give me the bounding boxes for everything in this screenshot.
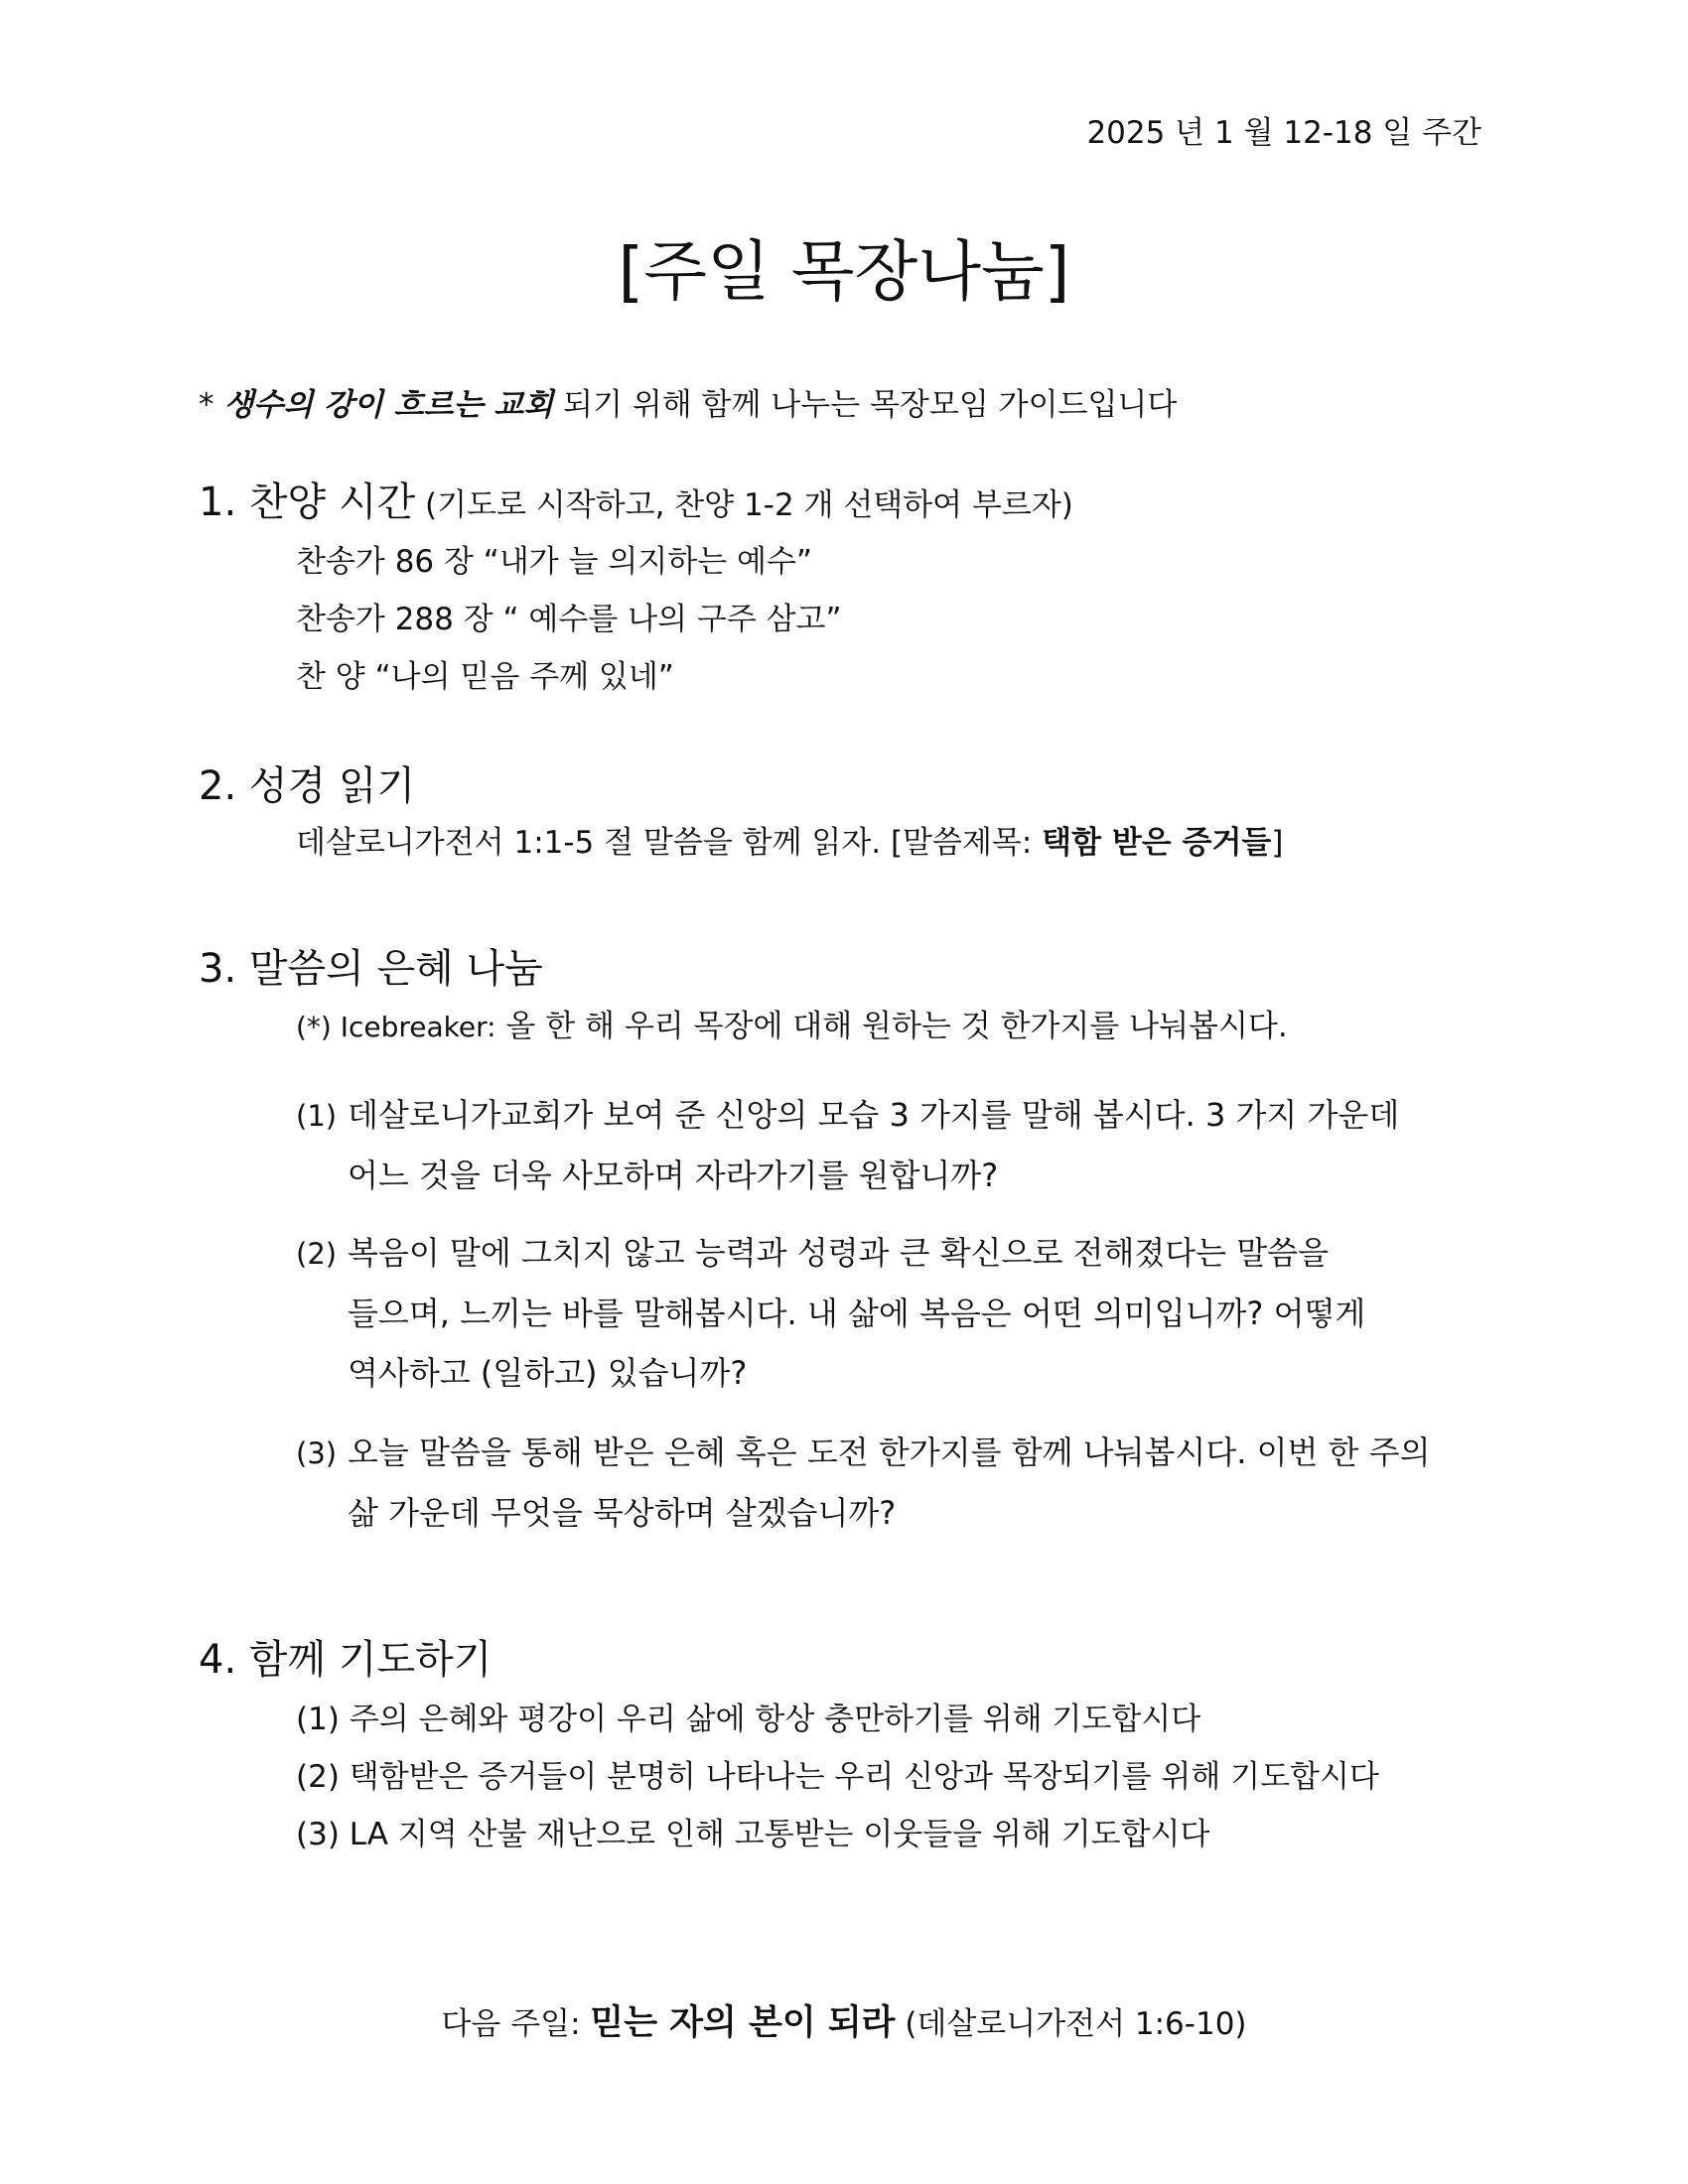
icebreaker-label: (*) Icebreaker: xyxy=(296,1011,496,1043)
question-number: (2) xyxy=(296,1237,338,1271)
section-1-title: 1. 찬양 시간 xyxy=(199,479,416,525)
intro-rest: 되기 위해 함께 나누는 목장모임 가이드입니다 xyxy=(553,387,1178,423)
question-line: 데살로니가교회가 보여 준 신앙의 모습 3 가지를 말해 봅시다. 3 가지 가운데 xyxy=(348,1096,1400,1134)
section-2-heading: 2. 성경 읽기 xyxy=(199,763,416,809)
question-line: 오늘 말씀을 통해 받은 은혜 혹은 도전 한가지를 함께 나눠봅시다. 이번 한 주의 xyxy=(348,1433,1431,1471)
next-sunday-reference: (데살로니가전서 1:6-10) xyxy=(895,2006,1247,2042)
question-item xyxy=(296,1223,1365,1403)
week-date: 2025 년 1 월 12-18 일 주간 xyxy=(1086,115,1481,151)
scripture-reading xyxy=(296,817,1283,862)
prayer-item: (2) 택함받은 증거들이 분명히 나타나는 우리 신앙과 목장되기를 위해 기도합시다 xyxy=(296,1759,1379,1795)
prayer-item: (3) LA 지역 산불 재난으로 인해 고통받는 이웃들을 위해 기도합시다 xyxy=(296,1817,1210,1852)
next-sunday-label: 다음 주일: xyxy=(441,2006,591,2042)
section-1-heading xyxy=(199,471,1073,527)
question-line: 어느 것을 더욱 사모하며 자라가기를 원합니까? xyxy=(348,1157,999,1194)
next-sunday xyxy=(0,1995,1688,2045)
sermon-title: 택함 받은 증거들 xyxy=(1042,825,1272,861)
question-line: 역사하고 (일하고) 있습니까? xyxy=(348,1354,748,1392)
intro-line xyxy=(199,379,1177,424)
icebreaker-text: 올 한 해 우리 목장에 대해 원하는 것 한가지를 나눠봅시다. xyxy=(495,1009,1288,1044)
question-line: 복음이 말에 그치지 않고 능력과 성령과 큰 확신으로 전해졌다는 말씀을 xyxy=(348,1234,1329,1272)
intro-star: * xyxy=(199,387,214,423)
next-sunday-title: 믿는 자의 본이 되라 xyxy=(590,2003,896,2043)
intro-emphasis: 생수의 강이 흐르는 교회 xyxy=(223,387,554,423)
reading-close: ] xyxy=(1271,825,1284,861)
question-item xyxy=(296,1423,1431,1543)
question-line: 삶 가운데 무엇을 묵상하며 살겠습니까? xyxy=(348,1494,897,1532)
prayer-item: (1) 주의 은혜와 평강이 우리 삶에 항상 충만하기를 위해 기도합시다 xyxy=(296,1702,1201,1737)
song-item: 찬 양 “나의 믿음 주께 있네” xyxy=(296,659,674,695)
song-item: 찬송가 86 장 “내가 늘 의지하는 예수” xyxy=(296,544,812,580)
question-item xyxy=(296,1085,1399,1205)
icebreaker xyxy=(296,1001,1288,1045)
section-1-note: (기도로 시작하고, 찬양 1-2 개 선택하여 부르자) xyxy=(415,487,1073,523)
song-item: 찬송가 288 장 “ 예수를 나의 구주 삼고” xyxy=(296,602,842,637)
reading-text: 데살로니가전서 1:1-5 절 말씀을 함께 읽자. [말씀제목: xyxy=(296,825,1043,861)
question-number: (3) xyxy=(296,1436,338,1470)
page-title: [주일 목장나눔] xyxy=(618,233,1070,310)
question-line: 들으며, 느끼는 바를 말해봅시다. 내 삶에 복음은 어떤 의미입니까? 어떻게 xyxy=(348,1295,1366,1332)
question-number: (1) xyxy=(296,1099,338,1133)
section-4-heading: 4. 함께 기도하기 xyxy=(199,1637,492,1683)
section-3-heading: 3. 말씀의 은혜 나눔 xyxy=(199,946,543,992)
